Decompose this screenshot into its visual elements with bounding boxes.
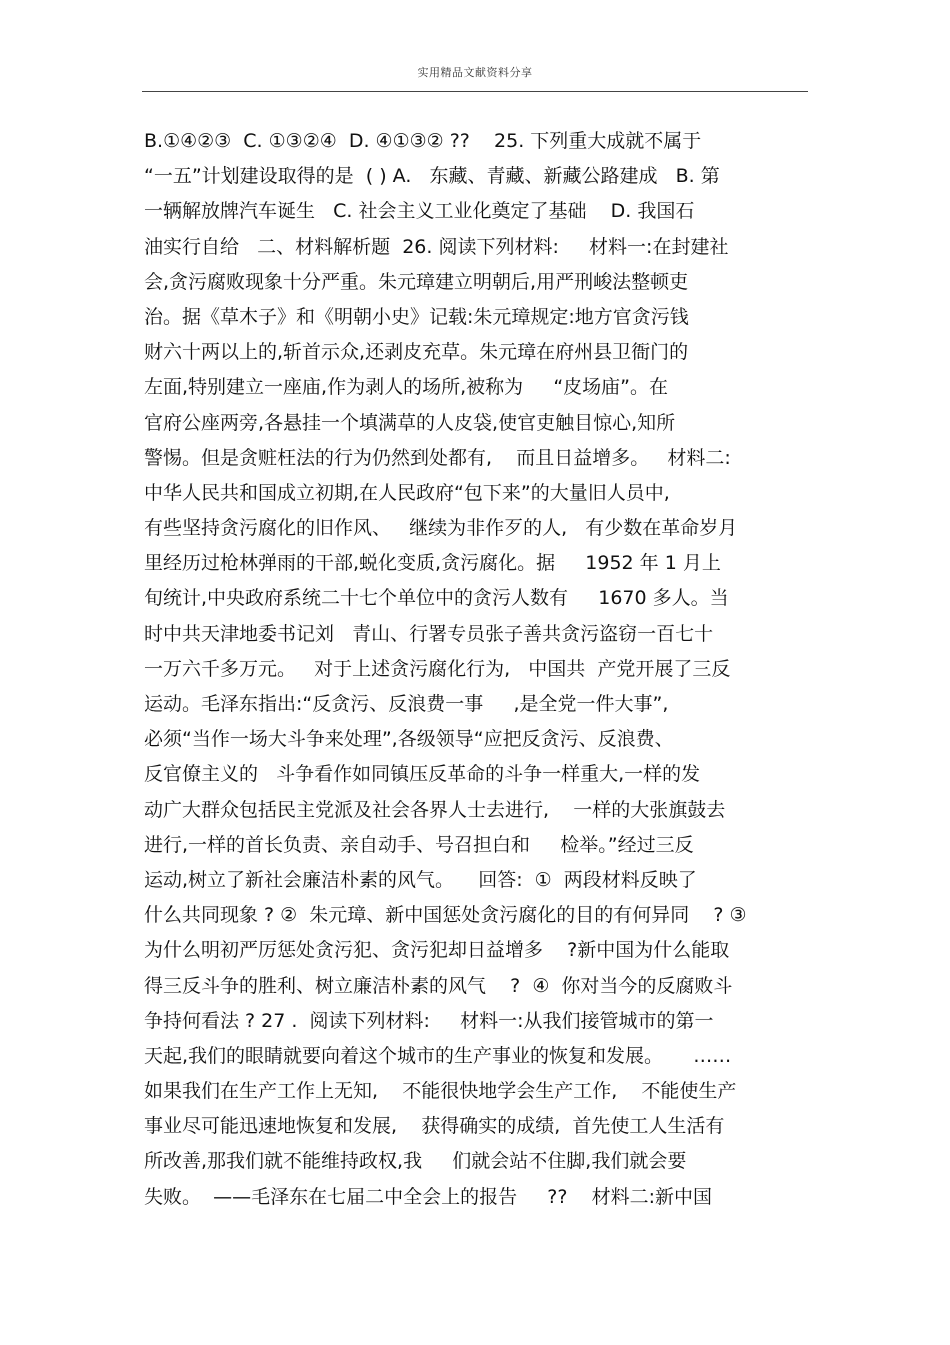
text-line: 治。据《草木子》和《明朝小史》记载:朱元璋规定:地方官贪污钱 [144,305,689,328]
text-line: 左面,特别建立一座庙,作为剥人的场所,被称为 “皮场庙”。在 [144,376,669,399]
text-line: 为什么明初严厉惩处贪污犯、贪污犯却日益增多 ?新中国为什么能取 [144,939,730,962]
text-line: 进行,一样的首长负责、亲自动手、号召担白和 检举。”经过三反 [144,833,694,856]
header-divider [142,91,808,92]
text-line: 中华人民共和国成立初期,在人民政府“包下来”的大量旧人员中, [144,481,670,504]
text-line: 事业尽可能迅速地恢复和发展, 获得确实的成绩, 首先使工人生活有 [144,1115,725,1138]
text-line: 警惕。但是贪赃枉法的行为仍然到处都有, 而且日益增多。 材料二: [144,446,731,469]
text-line: 油实行自给 二、材料解析题 26. 阅读下列材料: 材料一:在封建社 [144,235,729,258]
text-line: 时中共天津地委书记刘 青山、行署专员张子善共贪污盗窃一百七十 [144,622,714,645]
text-line: 里经历过枪林弹雨的干部,蜕化变质,贪污腐化。据 1952 年 1 月上 [144,552,721,575]
text-line: 失败。 ——毛泽东在七届二中全会上的报告 ?? 材料二:新中国 [144,1185,713,1208]
text-line: 官府公座两旁,各悬挂一个填满草的人皮袋,使官吏触目惊心,知所 [144,411,676,434]
text-line: 反官僚主义的 斗争看作如同镇压反革命的斗争一样重大,一样的发 [144,763,701,786]
text-line: 一辆解放牌汽车诞生 C. 社会主义工业化奠定了基础 D. 我国石 [144,200,695,223]
text-line: 会,贪污腐败现象十分严重。朱元璋建立明朝后,用严刑峻法整顿吏 [144,270,689,293]
text-line: 运动。毛泽东指出:“反贪污、反浪费一事 ,是全党一件大事”, [144,693,669,715]
text-line: 动广大群众包括民主党派及社会各界人士去进行, 一样的大张旗鼓去 [144,798,726,821]
text-line: 得三反斗争的胜利、树立廉洁朴素的风气 ? ④ 你对当今的反腐败斗 [144,974,733,997]
document-body [144,124,824,1215]
text-line: 所改善,那我们就不能维持政权,我 们就会站不住脚,我们就会要 [144,1150,687,1173]
text-line: 天起,我们的眼睛就要向着这个城市的生产事业的恢复和发展。 …… [144,1044,732,1067]
text-line: 运动,树立了新社会廉洁朴素的风气。 回答: ① 两段材料反映了 [144,868,697,891]
text-line: B.①④②③ C. ①③②④ D. ④①③② ?? 25. 下列重大成就不属于 [144,130,702,152]
text-line: “一五”计划建设取得的是 ( ) A. 东藏、青藏、新藏公路建成 B. 第 [144,165,720,188]
text-line: 什么共同现象 ? ② 朱元璋、新中国惩处贪污腐化的目的有何异同 ? ③ [144,904,747,927]
text-line: 财六十两以上的,斩首示众,还剥皮充草。朱元璋在府州县卫衙门的 [144,341,689,364]
text-line: 如果我们在生产工作上无知, 不能很快地学会生产工作, 不能使生产 [144,1080,737,1103]
text-line: 有些坚持贪污腐化的旧作风、 继续为非作歹的人, 有少数在革命岁月 [144,517,738,540]
text-line: 必须“当作一场大斗争来处理”,各级领导“应把反贪污、反浪费、 [144,728,674,751]
text-line: 旬统计,中央政府系统二十七个单位中的贪污人数有 1670 多人。当 [144,587,729,610]
text-line: 争持何看法 ? 27 . 阅读下列材料: 材料一:从我们接管城市的第一 [144,1009,714,1032]
text-line: 一万六千多万元。 对于上述贪污腐化行为, 中国共 产党开展了三反 [144,657,731,680]
page-header-title: 实用精品文献资料分享 [417,66,533,79]
